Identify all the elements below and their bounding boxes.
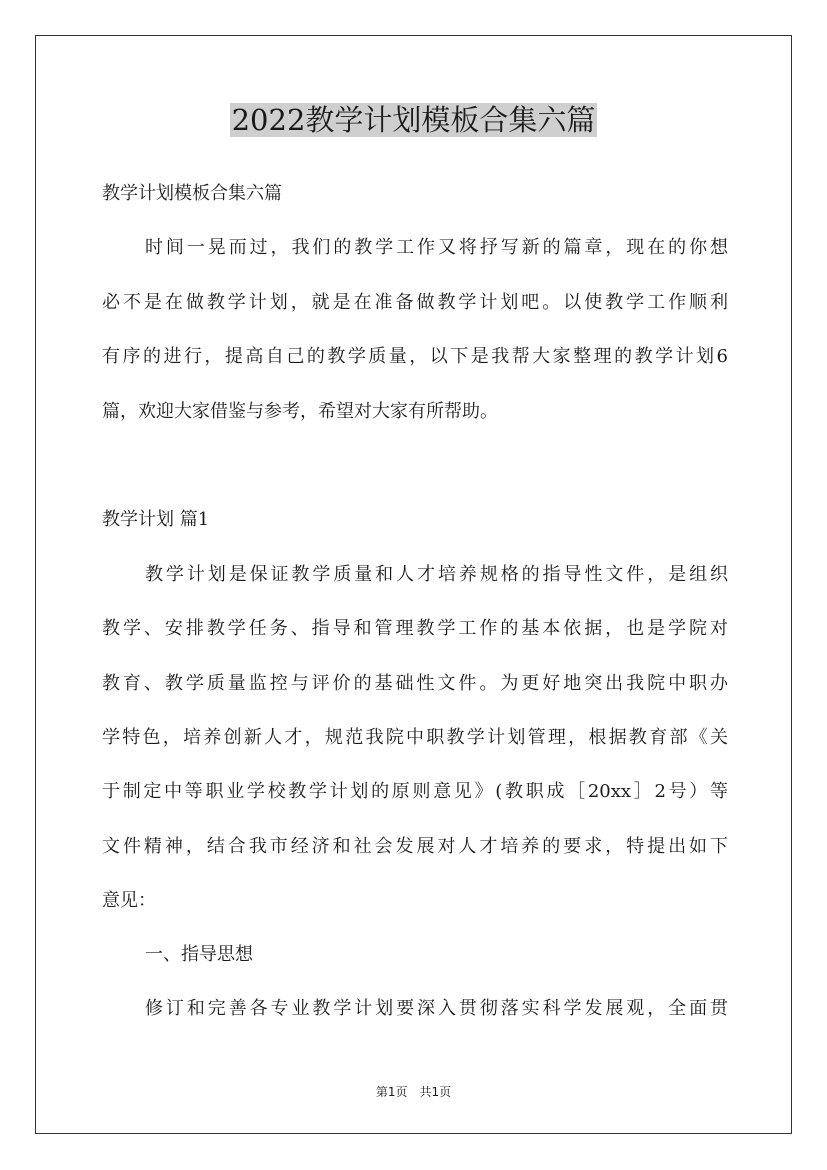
intro-line: 必不是在做教学计划，就是在准备做教学计划吧。以使教学工作顺利	[102, 292, 728, 313]
intro-line: 篇，欢迎大家借鉴与参考，希望对大家有所帮助。	[102, 401, 498, 422]
subsection-paragraph-line: 修订和完善各专业教学计划要深入贯彻落实科学发展观，全面贯	[145, 998, 728, 1019]
intro-line: 时间一晃而过，我们的教学工作又将抒写新的篇章，现在的你想	[145, 237, 728, 258]
page-footer: 第1页 共1页	[375, 1085, 452, 1099]
section-paragraph-line: 教学、安排教学任务、指导和管理教学工作的基本依据，也是学院对	[102, 618, 728, 639]
section-paragraph-line: 文件精神，结合我市经济和社会发展对人才培养的要求，特提出如下	[102, 836, 728, 857]
section-paragraph-line: 意见：	[102, 890, 156, 911]
intro-line: 有序的进行，提高自己的教学质量，以下是我帮大家整理的教学计划6	[102, 346, 728, 367]
section-paragraph-line: 于制定中等职业学校教学计划的原则意见》(教职成［20xx］2号）等	[102, 781, 728, 802]
section-paragraph-line: 教学计划是保证教学质量和人才培养规格的指导性文件，是组织	[145, 564, 728, 585]
section-paragraph-line: 学特色，培养创新人才，规范我院中职教学计划管理，根据教育部《关	[102, 727, 728, 748]
section-heading: 教学计划 篇1	[102, 509, 210, 530]
section-paragraph-line: 教育、教学质量监控与评价的基础性文件。为更好地突出我院中职办	[102, 673, 728, 694]
subsection-heading: 一、指导思想	[145, 944, 253, 965]
document-title: 2022教学计划模板合集六篇	[231, 103, 596, 137]
subtitle: 教学计划模板合集六篇	[102, 183, 282, 204]
